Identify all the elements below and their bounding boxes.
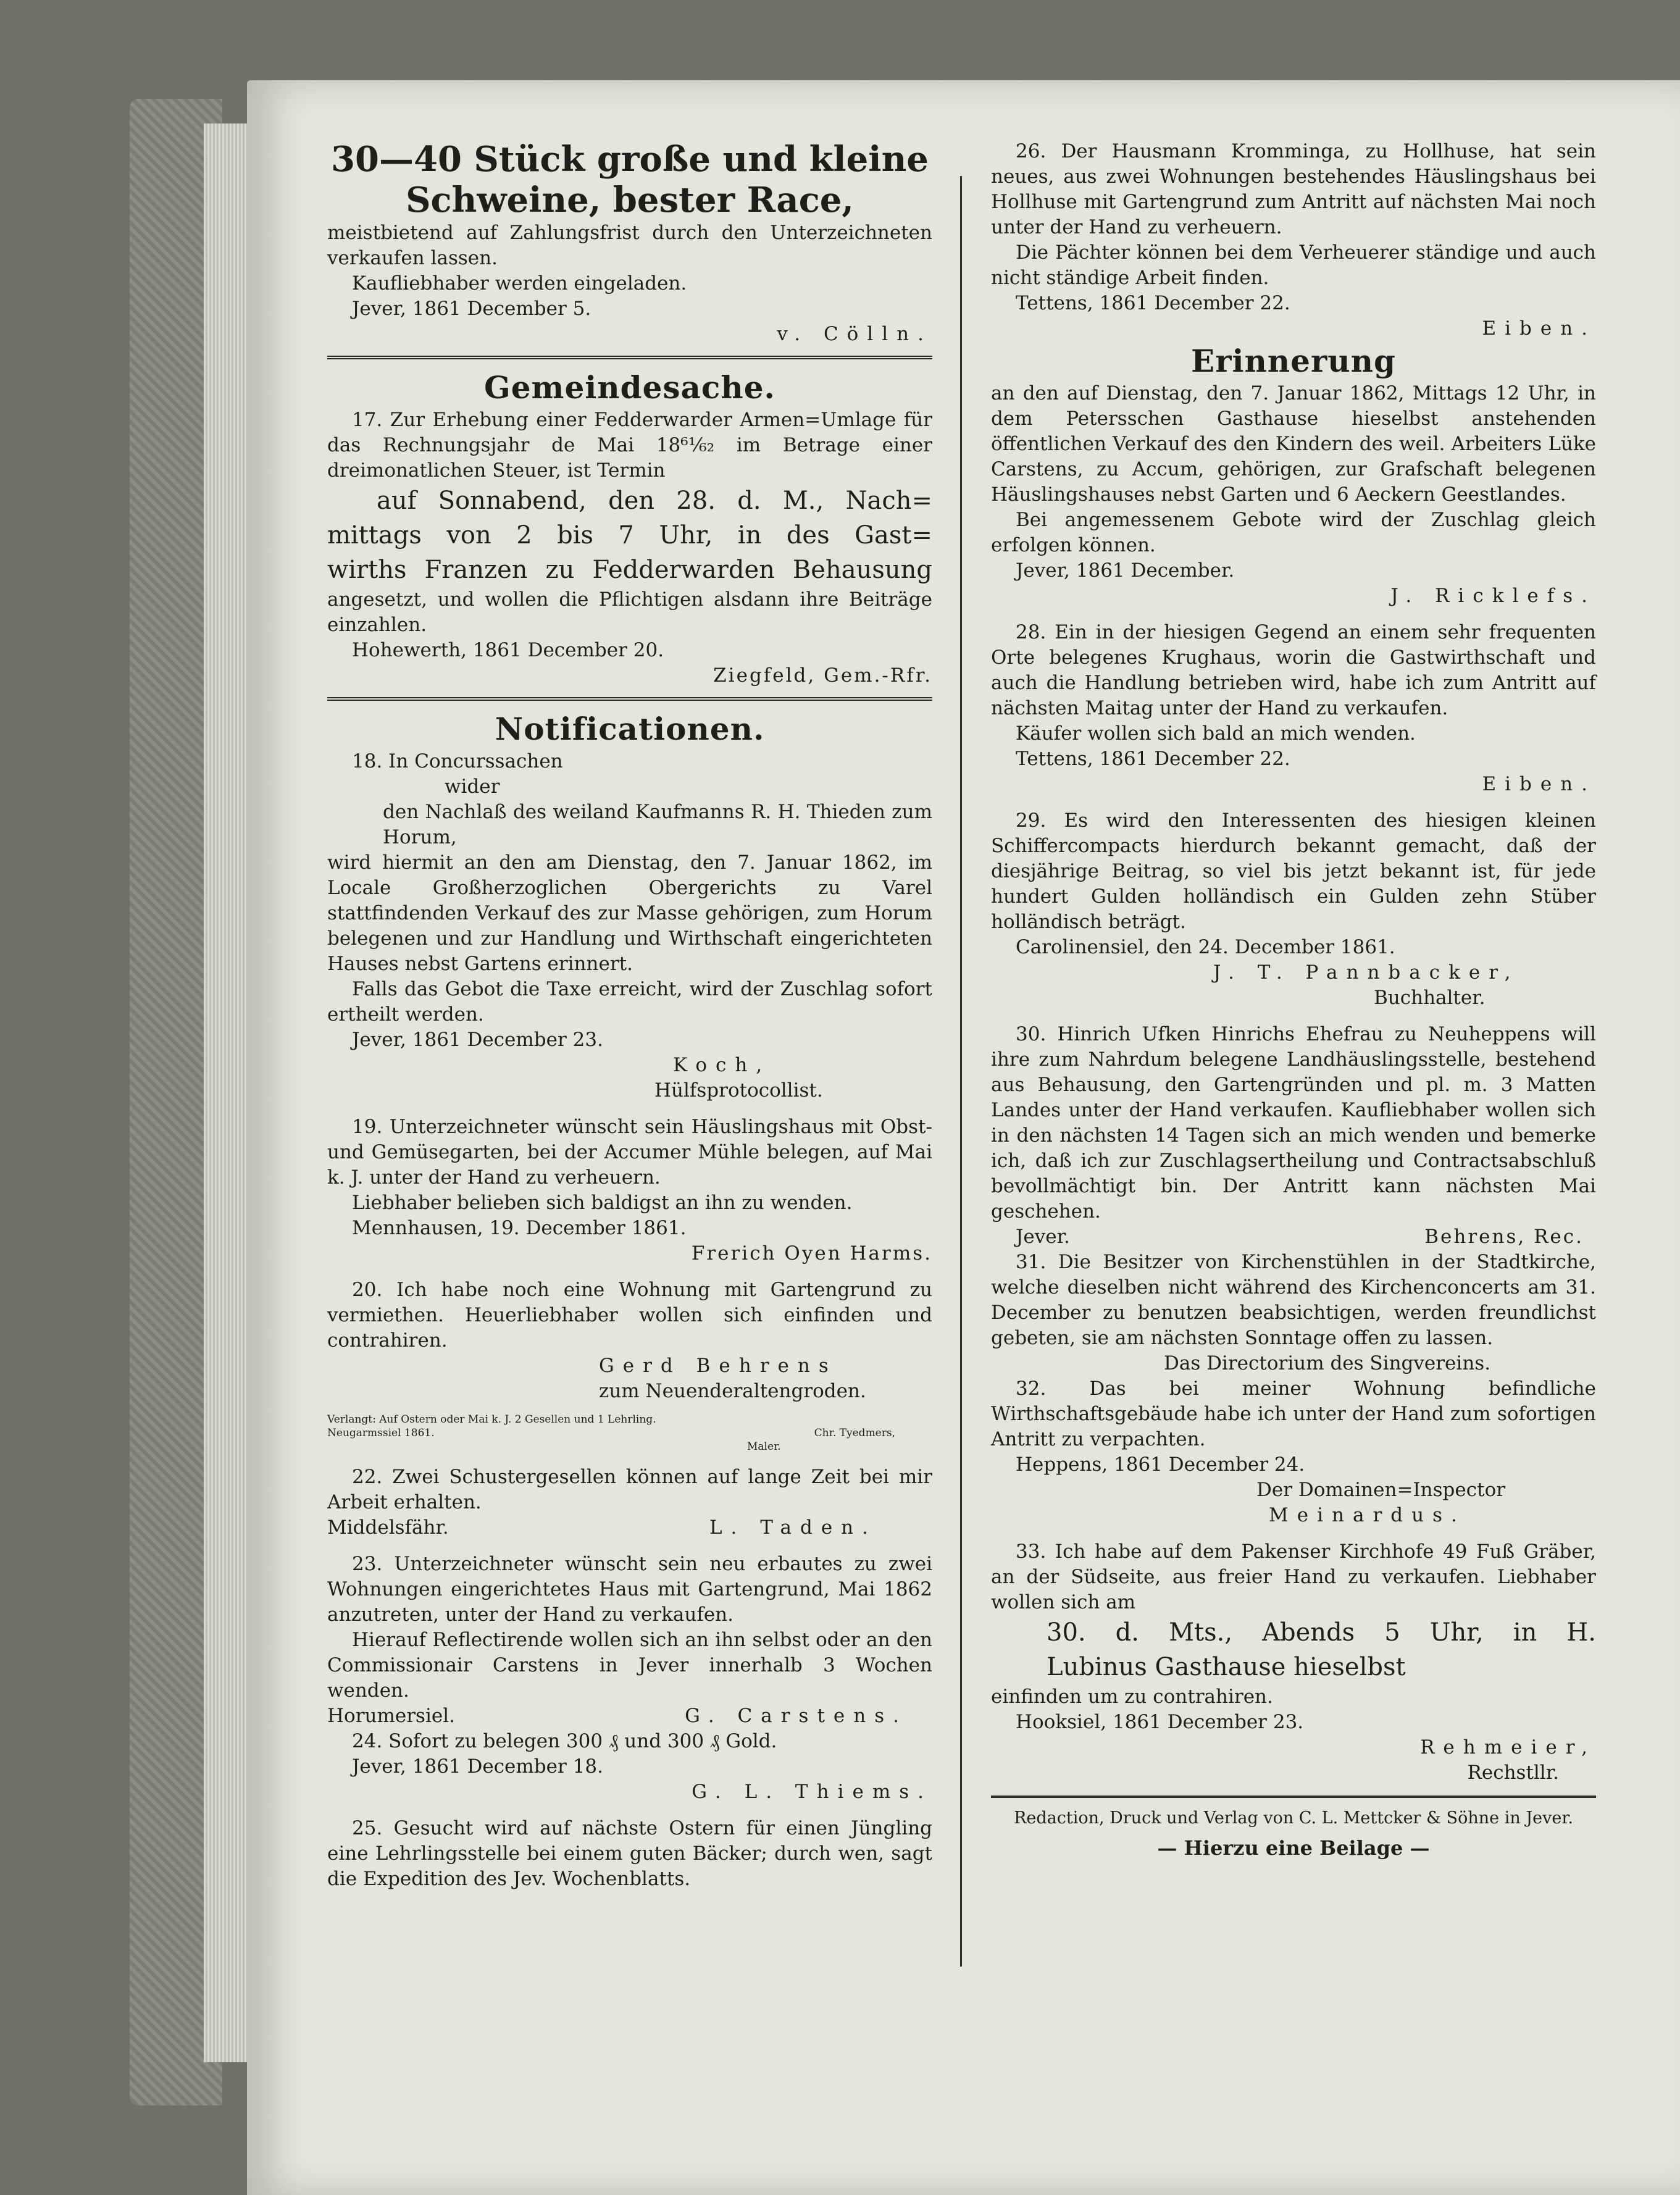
notice-31-signature: Das Directorium des Singvereins. [1164,1352,1491,1374]
ad-headline-1: 30—40 Stück große und kleine [331,139,929,180]
notice-23-body: 23. Unterzeichneter wünscht sein neu erbautes zu zwei Wohnungen eingerichtetes Haus mit Gartengrund, Mai 1862 anzutreten, unter der Hand zu verkaufen. [327,1553,932,1626]
section-rule [327,356,932,359]
notice-22-signature: L. Taden. [709,1516,877,1539]
notice-21-line1: Verlangt: Auf Ostern oder Mai k. J. 2 Gesellen und 1 Lehrling. [327,1413,656,1426]
notice-29-sig1: J. T. Pannbacker, [1213,961,1519,984]
right-column [991,139,1596,1861]
notice-22-place: Middelsfähr. [327,1516,449,1539]
notice-26-body: 26. Der Hausmann Kromminga, zu Hollhuse, hat sein neues, aus zwei Wohnungen bestehendes Häuslingshaus bei Hollhuse mit Gartengrund zum Antritt auf nächsten Mai noch unter der Hand zu verheuern. [991,140,1596,238]
gemeindesache-heading: Gemeindesache. [484,369,775,406]
notice-erinnerung [991,341,1596,609]
notice-19-body2: Liebhaber belieben sich baldigst an ihn zu wenden. [352,1192,853,1214]
notice-26 [991,139,1596,341]
notice-29-body: 29. Es wird den Interessenten des hiesigen kleinen Schiffercompacts hierdurch bekannt gemacht, daß der diesjährige Beitrag, so viel bis jetzt bekannt ist, für jede hundert Gulden holländisch ein Gulden zehn Stüber holländisch beträgt. [991,809,1596,933]
notice-20-sig2: zum Neuenderaltengroden. [599,1380,866,1402]
ad-body: meistbietend auf Zahlungsfrist durch den Unterzeichneten verkaufen lassen. [327,222,932,269]
gemeindesache-p2: angesetzt, und wollen die Pflichtigen alsdann ihre Beiträge einzahlen. [327,588,932,636]
notice-33-body2: einfinden um zu contrahiren. [991,1686,1273,1708]
gemeindesache-p1: 17. Zur Erhebung einer Fedderwarder Armen=Umlage für das Rechnungsjahr de Mai 18⁶¹⁄₆₂ im Betrage einer dreimonatlichen Steuer, ist Termin [327,409,932,482]
notice-26-place-date: Tettens, 1861 December 22. [1016,292,1290,314]
notice-20 [327,1277,932,1404]
ad-headline-2: Schweine, bester Race, [406,180,854,220]
column-divider [960,176,962,1967]
notice-30 [991,1022,1596,1250]
notice-28-signature: Eiben. [1482,773,1596,795]
footer-rule [991,1796,1596,1798]
ad-signature: v. Cölln. [777,323,932,345]
gemeindesache-line2: mittags von 2 bis 7 Uhr, in des Gast= [327,521,932,550]
notice-18-line1: 18. In Concurssachen [352,750,563,772]
notice-24-body: 24. Sofort zu belegen 300 ₰ und 300 ₰ Gold. [352,1730,777,1752]
gemeindesache-place-date: Hohewerth, 1861 December 20. [352,639,664,661]
notice-23-signature: G. Carstens. [685,1705,908,1727]
notice-24 [327,1729,932,1805]
notice-29-sig2: Buchhalter. [1374,987,1486,1009]
notice-18 [327,749,932,1103]
footer-imprint: Redaction, Druck und Verlag von C. L. Mettcker & Söhne in Jever. [1014,1808,1573,1828]
notice-29-place-date: Carolinensiel, den 24. December 1861. [1016,936,1395,958]
notice-32-body: 32. Das bei meiner Wohnung befindliche Wirthschaftsgebäude habe ich unter der Hand zum sofortigen Antritt zu verpachten. [991,1378,1596,1450]
left-column [327,139,932,1892]
notice-28-body: 28. Ein in der hiesigen Gegend an einem sehr frequenten Orte belegenes Krughaus, worin die Gastwirthschaft und auch die Handlung betrieben wird, habe ich zum Antritt auf nächsten Maitag unter der Hand zu verkaufen. [991,621,1596,719]
notice-21 [327,1413,932,1453]
notice-33-body: 33. Ich habe auf dem Pakenser Kirchhofe 49 Fuß Gräber, an der Südseite, aus freier Hand zu verkaufen. Liebhaber wollen sich am [991,1541,1596,1613]
notice-18-body: wird hiermit an den am Dienstag, den 7. Januar 1862, im Locale Großherzoglichen Obergerichts zu Varel stattfindenden Verkauf des zur Masse gehörigen, zum Horum belegenen und zur Handlung und Wirthschaft eingerichteten Hauses nebst Gartens erinnert. [327,851,932,975]
notice-26-body2: Die Pächter können bei dem Verheuerer ständige und auch nicht ständige Arbeit finden. [991,241,1596,289]
ad-schweine [327,139,932,347]
notice-25-body: 25. Gesucht wird auf nächste Ostern für einen Jüngling eine Lehrlingsstelle bei einem guten Bäcker; durch wen, sagt die Expedition des Jev. Wochenblatts. [327,1817,932,1890]
notice-18-sig1: Koch, [673,1054,771,1076]
notice-21-sig1: Chr. Tyedmers, [814,1427,895,1439]
notice-23-place: Horumersiel. [327,1705,455,1727]
notice-32 [991,1376,1596,1528]
notice-21-sig2: Maler. [747,1440,781,1453]
notice-23-body2: Hierauf Reflectirende wollen sich an ihn selbst oder an den Commissionair Carstens in Jever innerhalb 3 Wochen wenden. [327,1629,932,1702]
notice-33-line2: Lubinus Gasthause hieselbst [1047,1653,1406,1681]
notifications-heading: Notificationen. [495,711,765,747]
gemeindesache-signature: Ziegfeld, Gem.-Rfr. [713,664,932,687]
notice-18-line3: den Nachlaß des weiland Kaufmanns R. H. Thieden zum Horum, [383,801,932,848]
notice-19-body: 19. Unterzeichneter wünscht sein Häuslingshaus mit Obst- und Gemüsegarten, bei der Accumer Mühle belegen, auf Mai k. J. unter der Hand zu verheuern. [327,1116,932,1189]
notice-33-sig2: Rechstllr. [1467,1762,1559,1784]
footer-supplement: — Hierzu eine Beilage — [1157,1836,1430,1860]
notice-19-signature: Frerich Oyen Harms. [691,1242,932,1265]
notice-28-body2: Käufer wollen sich bald an mich wenden. [1016,722,1416,745]
erinnerung-heading: Erinnerung [1191,343,1396,379]
notice-30-body: 30. Hinrich Ufken Hinrichs Ehefrau zu Neuheppens will ihre zum Nahrdum belegene Landhäuslingsstelle, bestehend aus Behausung, den Gartengründen und pl. m. 3 Matten Landes unter der Hand verkaufen. Kaufliebhaber wollen sich in den nächsten 14 Tagen sich an mich wenden und bemerke ich, daß ich zur Zuschlagsertheilung und Contractsabschluß bevollmächtigt bin. Der Antritt kann nächsten Mai geschehen. [991,1023,1596,1223]
notice-32-sig2: Meinardus. [1269,1504,1466,1526]
notice-33-line1: 30. d. Mts., Abends 5 Uhr, in H. [1047,1618,1596,1647]
notice-21-line2: Neugarmssiel 1861. [327,1427,435,1439]
gemeindesache-section [327,368,932,688]
section-rule [327,697,932,701]
notice-32-place-date: Heppens, 1861 December 24. [1016,1453,1305,1476]
notice-31 [991,1250,1596,1376]
notice-24-place-date: Jever, 1861 December 18. [352,1755,603,1778]
notice-29 [991,808,1596,1011]
gemeindesache-line3: wirths Franzen zu Fedderwarden Behausung [327,556,932,584]
notice-24-signature: G. L. Thiems. [692,1781,932,1803]
notice-28 [991,620,1596,797]
notice-26-signature: Eiben. [1482,317,1596,340]
notice-18-line2: wider [445,776,500,798]
erinnerung-place-date: Jever, 1861 December. [1016,559,1235,582]
notice-18-sig2: Hülfsprotocollist. [654,1079,823,1102]
notice-22 [327,1465,932,1541]
notice-25 [327,1816,932,1892]
notice-19-place-date: Mennhausen, 19. December 1861. [352,1217,687,1239]
notice-20-body: 20. Ich habe noch eine Wohnung mit Gartengrund zu vermiethen. Heuerliebhaber wollen sich einfinden und contrahiren. [327,1279,932,1352]
notice-31-body: 31. Die Besitzer von Kirchenstühlen in der Stadtkirche, welche dieselben nicht während des Kirchenconcerts am 31. December zu benutzen beabsichtigen, werden freundlichst gebeten, sie am nächsten Sonntage offen zu lassen. [991,1251,1596,1349]
notice-20-sig1: Gerd Behrens [599,1355,837,1377]
erinnerung-signature: J. Ricklefs. [1390,585,1596,607]
notice-30-signature: Behrens, Rec. [1424,1226,1584,1248]
notice-28-place-date: Tettens, 1861 December 22. [1016,748,1290,770]
notice-33-place-date: Hooksiel, 1861 December 23. [1016,1711,1304,1733]
notice-33 [991,1539,1596,1786]
notice-33-sig1: Rehmeier, [1420,1736,1596,1758]
erinnerung-body: an den auf Dienstag, den 7. Januar 1862, Mittags 12 Uhr, in dem Petersschen Gasthause hieselbst anstehenden öffentlichen Verkauf des den Kindern des weil. Arbeiters Lüke Carstens, zu Accum, gehörigen, zur Grafschaft belegenen Häuslingshauses nebst Garten und 6 Aeckern Geestlandes. [991,382,1596,506]
ad-place-date: Jever, 1861 December 5. [352,298,591,320]
notice-19 [327,1114,932,1266]
notice-30-place: Jever. [1016,1226,1070,1248]
notice-18-body2: Falls das Gebot die Taxe erreicht, wird der Zuschlag sofort ertheilt werden. [327,978,932,1026]
notice-32-sig1: Der Domainen=Inspector [1256,1479,1506,1501]
ad-invite: Kaufliebhaber werden eingeladen. [352,272,687,295]
notice-18-place-date: Jever, 1861 December 23. [352,1029,603,1051]
notice-22-body: 22. Zwei Schustergesellen können auf lange Zeit bei mir Arbeit erhalten. [327,1466,932,1513]
erinnerung-body2: Bei angemessenem Gebote wird der Zuschlag gleich erfolgen können. [991,509,1596,556]
notice-23 [327,1552,932,1729]
gemeindesache-line1: auf Sonnabend, den 28. d. M., Nach= [377,487,932,515]
